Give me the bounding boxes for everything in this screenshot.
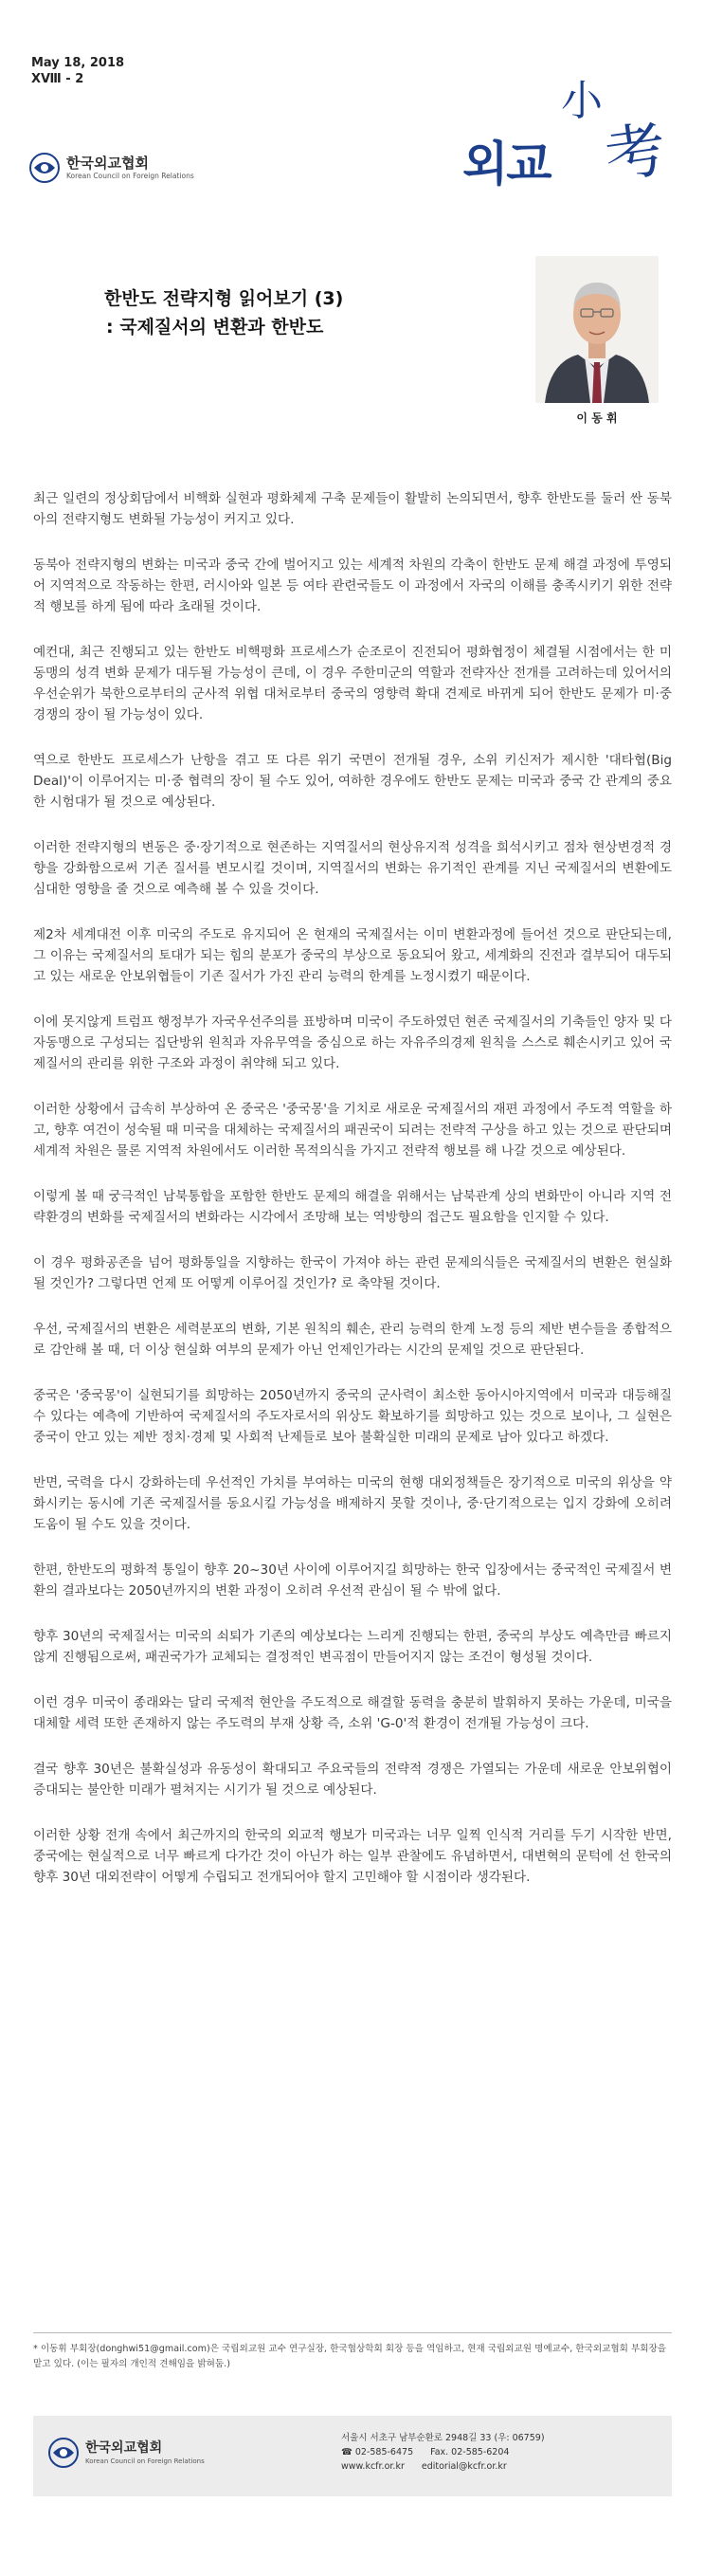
article-paragraph: 이에 못지않게 트럼프 행정부가 자국우선주의를 표방하며 미국이 주도하였던 현존 국제질서의 기축들인 양자 및 다자동맹으로 구성되는 집단방위 원칙과 자유무역을 중심으로 하는 자유주의경제 원칙을 스스로 훼손시키고 있어 국제질서의 관리를 위한 구조와 과정이 취약해 되고 있다. [33, 1014, 672, 1071]
author-photo [535, 256, 659, 403]
article-paragraph: 향후 30년의 국제질서는 미국의 쇠퇴가 기존의 예상보다는 느리게 진행되는 한편, 중국의 부상도 예측만큼 빠르지 않게 진행됨으로써, 패권국가가 교체되는 결정적인 변곡점이 만들어지지 않는 조건이 형성될 것이다. [33, 1629, 672, 1665]
article-paragraph: 중국은 '중국몽'이 실현되기를 희망하는 2050년까지 중국의 군사력이 최소한 동아시아지역에서 미국과 대등해질 수 있다는 예측에 기반하여 국제질서의 주도자로서의 위상도 확보하기를 희망하고 있는 것으로 보이나, 그 실현은 중국이 안고 있는 제반 정치·경제 및 사회적 난제들로 보아 불확실한 미래의 문제로 남아 있다고 하겠다. [33, 1388, 672, 1445]
org-logo [28, 152, 194, 184]
article-subtitle: : 국제질서의 변환과 한반도 [106, 317, 324, 338]
footer-email[interactable]: editorial@kcfr.or.kr [421, 2461, 507, 2472]
article-paragraph: 결국 향후 30년은 불확실성과 유동성이 확대되고 주요국들의 전략적 경쟁은 가열되는 가운데 새로운 안보위협이 증대되는 불안한 미래가 펼쳐지는 시기가 될 것으로 예상된다. [33, 1762, 672, 1798]
article-body [33, 488, 672, 1912]
article-paragraph: 예컨대, 최근 진행되고 있는 한반도 비핵평화 프로세스가 순조로이 진전되어 평화협정이 체결될 시점에서는 한 미동맹의 성격 변화 문제가 대두될 가능성이 큰데, 이 경우 주한미군의 역할과 전략자산 전개를 고려하는데 있어서의 우선순위가 북한으로부터의 군사적 위협 대처로부터 중국의 영향력 확대 견제로 바뀌게 되어 한반도 문제가 미·중 경쟁의 장이 될 가능성이 있다. [33, 645, 672, 722]
footer-address: 서울시 서초구 남부순환로 2948길 33 (우: 06759) [341, 2433, 545, 2443]
issue-date: May 18, 2018 [31, 56, 125, 70]
article-title-block [104, 284, 502, 341]
masthead-big-char: 考 [600, 114, 671, 193]
footer-website[interactable]: www.kcfr.or.kr [341, 2461, 405, 2472]
org-emblem-icon [28, 152, 61, 184]
article-paragraph: 이러한 상황에서 급속히 부상하여 온 중국은 '중국몽'을 기치로 새로운 국제질서의 재편 과정에서 주도적 역할을 하고, 향후 여건이 성숙될 때 미국을 대체하는 국제질서의 패권국이 되려는 전략적 구상을 하고 있는 것으로 판단되며 세계적 차원은 물론 지역적 차원에서도 이러한 목적의식을 가지고 전략적 행보를 해 나갈 것으로 예상된다. [33, 1102, 672, 1159]
footer-org-name-ko: 한국외교협회 [85, 2440, 163, 2456]
article-paragraph: 최근 일련의 정상회담에서 비핵화 실현과 평화체제 구축 문제들이 활발히 논의되면서, 향후 한반도를 둘러 싼 동북아의 전략지형도 변화될 가능성이 커지고 있다. [33, 491, 672, 527]
footer-emblem-icon [47, 2437, 80, 2469]
issue-date-block [31, 55, 124, 87]
author-portrait-icon [535, 256, 659, 403]
org-name-en: Korean Council on Foreign Relations [66, 172, 194, 180]
article-title: 한반도 전략지형 읽어보기 (3) [104, 288, 344, 309]
masthead-small-char: 小 [561, 77, 603, 125]
article-paragraph: 이런 경우 미국이 종래와는 달리 국제적 현안을 주도적으로 해결할 동력을 충분히 발휘하지 못하는 가운데, 미국을 대체할 세력 또한 존재하지 않는 주도력의 부재 상황 즉, 소위 'G-0'적 환경이 전개될 가능성이 크다. [33, 1695, 672, 1731]
footer-org-name-en: Korean Council on Foreign Relations [85, 2457, 205, 2465]
article-paragraph: 역으로 한반도 프로세스가 난항을 겪고 또 다른 위기 국면이 전개될 경우, 소위 키신저가 제시한 '대타협(Big Deal)'이 이루어지는 미·중 협력의 장이 될 수도 있어, 여하한 경우에도 한반도 문제는 미국과 중국 간 관계의 중요한 시험대가 될 것으로 예상된다. [33, 753, 672, 810]
org-name-ko: 한국외교협회 [66, 155, 149, 172]
issue-number: XⅧ - 2 [31, 72, 84, 86]
article-paragraph: 이렇게 볼 때 궁극적인 남북통합을 포함한 한반도 문제의 해결을 위해서는 남북관계 상의 변화만이 아니라 지역 전략환경의 변화를 국제질서의 변화라는 시각에서 조망해 보는 역방향의 접근도 필요함을 인지할 수 있다. [33, 1189, 672, 1225]
masthead [445, 71, 682, 213]
page-header [0, 0, 705, 242]
page-footer [33, 2416, 672, 2496]
footer-phone: ☎ 02-585-6475 [341, 2447, 414, 2457]
masthead-title: 외교 [462, 137, 551, 192]
footer-contact [341, 2431, 545, 2474]
article-paragraph: 이 경우 평화공존을 넘어 평화통일을 지향하는 한국이 가져야 하는 관련 문제의식들은 국제질서의 변환은 현실화 될 것인가? 그렇다면 언제 또 어떻게 이루어질 것인가? 로 축약될 것이다. [33, 1255, 672, 1291]
author-footnote: * 이동휘 부회장(donghwi51@gmail.com)은 국립외교원 교수 연구실장, 한국협상학회 회장 등을 역임하고, 현재 국립외교원 명예교수, 한국외교협회 부회장을 맡고 있다. (이는 필자의 개인적 견해임을 밝혀둠.) [33, 2344, 667, 2369]
article-paragraph: 이러한 상황 전개 속에서 최근까지의 한국의 외교적 행보가 미국과는 너무 일찍 인식적 거리를 두기 시작한 반면, 중국에는 현실적으로 너무 빠르게 다가간 것이 아닌가 하는 일부 관찰에도 유념하면서, 대변혁의 문턱에 선 한국의 향후 30년 대외전략이 어떻게 수립되고 전개되어야 할지 고민해야 할 시점이라 생각된다. [33, 1828, 672, 1885]
article-paragraph: 우선, 국제질서의 변환은 세력분포의 변화, 기본 원칙의 훼손, 관리 능력의 한계 노정 등의 제반 변수들을 종합적으로 감안해 볼 때, 더 이상 현실화 여부의 문제가 아닌 언제인가라는 시간의 문제일 것으로 판단된다. [33, 1322, 672, 1358]
article-paragraph: 제2차 세계대전 이후 미국의 주도로 유지되어 온 현재의 국제질서는 이미 변환과정에 들어선 것으로 판단되는데, 그 이유는 국제질서의 토대가 되는 힘의 분포가 중국의 부상으로 동요되어 왔고, 세계화의 진전과 결부되어 대두되고 있는 새로운 안보위협들이 기존 질서가 가진 관리 능력의 한계를 노정시켰기 때문이다. [33, 927, 672, 984]
footnote-divider [33, 2332, 672, 2333]
article-paragraph: 반면, 국력을 다시 강화하는데 우선적인 가치를 부여하는 미국의 현행 대외정책들은 장기적으로 미국의 위상을 약화시키는 동시에 기존 국제질서를 동요시킬 가능성을 배제하지 못할 것이나, 중·단기적으로는 입지 강화에 오히려 도움이 될 수도 있을 것이다. [33, 1475, 672, 1532]
article-paragraph: 이러한 전략지형의 변동은 중·장기적으로 현존하는 지역질서의 현상유지적 성격을 희석시키고 점차 현상변경적 경향을 강화함으로써 기존 질서를 변모시킬 것이며, 지역질서의 변화는 유기적인 관계를 지닌 국제질서의 변환에도 심대한 영향을 줄 것으로 예측해 볼 수 있을 것이다. [33, 840, 672, 897]
article-paragraph: 동북아 전략지형의 변화는 미국과 중국 간에 벌어지고 있는 세계적 차원의 각축이 한반도 문제 해결 과정에 투영되어 지역적으로 작동하는 한편, 러시아와 일본 등 여타 관련국들도 이 과정에서 자국의 이해를 충족시키기 위한 전략적 행보를 하게 됨에 따라 초래될 것이다. [33, 557, 672, 614]
author-name: 이 동 휘 [576, 411, 618, 425]
footer-logo [47, 2437, 205, 2469]
article-paragraph: 한편, 한반도의 평화적 통일이 향후 20~30년 사이에 이루어지길 희망하는 한국 입장에서는 중국적인 국제질서 변환의 결과보다는 2050년까지의 변환 과정이 오히려 우선적 관심이 될 수 밖에 없다. [33, 1562, 672, 1599]
footer-fax: Fax. 02-585-6204 [430, 2447, 510, 2457]
